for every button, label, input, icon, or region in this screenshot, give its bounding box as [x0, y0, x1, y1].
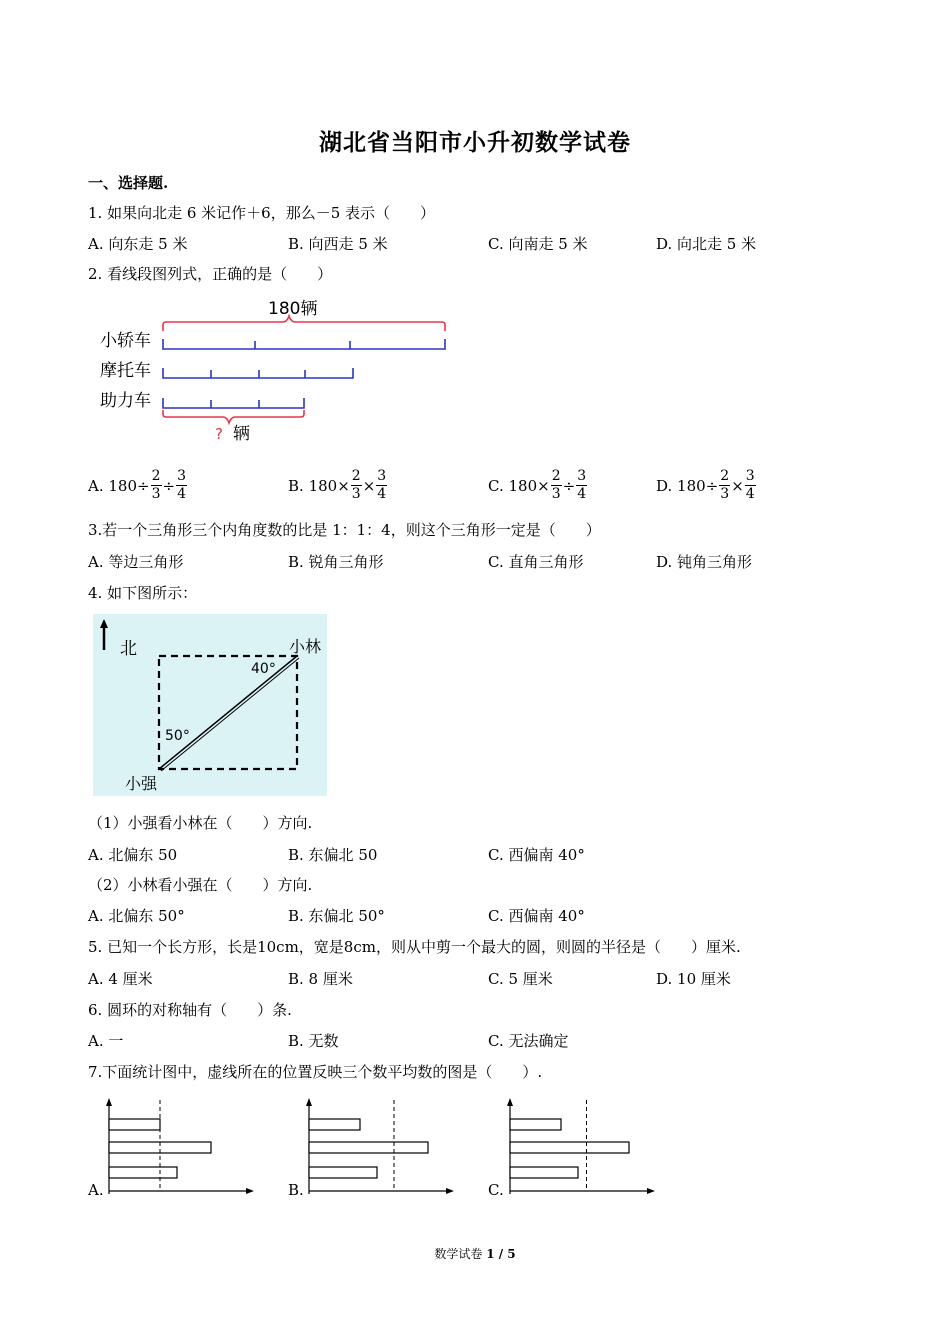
- row-label-motorcycle: 摩托车: [100, 361, 151, 381]
- q5-option-c: C. 5 厘米: [488, 970, 553, 988]
- question-3-stem: 3.若一个三角形三个内角度数的比是 1：1：4，则这个三角形一定是（ ）: [88, 521, 601, 539]
- question-unit: 辆: [233, 424, 250, 444]
- row-label-car: 小轿车: [100, 331, 151, 351]
- q7-chart-c: [501, 1096, 661, 1200]
- question-2-stem: 2. 看线段图列式，正确的是（ ）: [88, 265, 333, 283]
- motorcycle-segment: [163, 368, 353, 378]
- x-axis-arrow: [246, 1188, 254, 1194]
- question-5-stem: 5. 已知一个长方形，长是10cm，宽是8cm，则从中剪一个最大的圆，则圆的半径是（ ）厘米.: [88, 938, 741, 956]
- q4-sub1-option-b: B. 东偏北 50: [288, 846, 378, 864]
- q4-sub2-option-a: A. 北偏东 50°: [88, 907, 185, 925]
- question-4-stem: 4. 如下图所示：: [88, 584, 198, 602]
- row-label-moped: 助力车: [100, 391, 151, 411]
- q6-option-a: A. 一: [88, 1032, 124, 1050]
- x-axis-arrow: [647, 1188, 655, 1194]
- car-segment: [163, 339, 445, 349]
- moped-segment: [163, 398, 304, 408]
- q6-option-c: C. 无法确定: [488, 1032, 569, 1050]
- q6-option-b: B. 无数: [288, 1032, 339, 1050]
- question-brace: [163, 410, 304, 423]
- q7-chart-a-label: A.: [88, 1181, 104, 1199]
- angle-bottom: 50°: [165, 728, 190, 744]
- bar: [309, 1167, 377, 1178]
- q1-option-b: B. 向西走 5 米: [288, 235, 388, 253]
- page-number: 1 / 5: [486, 1247, 516, 1261]
- question-6-stem: 6. 圆环的对称轴有（ ）条.: [88, 1001, 292, 1019]
- q3-option-d: D. 钝角三角形: [656, 553, 753, 571]
- page-footer: [0, 1245, 950, 1262]
- x-axis-arrow: [446, 1188, 454, 1194]
- q2-option-c: C. 180 × $\frac{2}{3}$ ÷ $\frac{3}{4}$: [488, 468, 587, 502]
- q3-option-b: B. 锐角三角形: [288, 553, 384, 571]
- bar: [109, 1119, 160, 1130]
- y-axis-arrow: [306, 1098, 312, 1106]
- q7-chart-b: [300, 1096, 460, 1200]
- q4-sub1-option-c: C. 西偏南 40°: [488, 846, 585, 864]
- q4-sub1-stem: （1）小强看小林在（ ）方向.: [88, 814, 313, 832]
- bar: [109, 1167, 177, 1178]
- segment-diagram: [95, 292, 455, 444]
- q7-chart-b-label: B.: [288, 1181, 304, 1199]
- q4-sub2-option-b: B. 东偏北 50°: [288, 907, 385, 925]
- section-heading: 一、选择题.: [88, 174, 169, 192]
- q2-option-d: D. 180 ÷ $\frac{2}{3}$ × $\frac{3}{4}$: [656, 468, 755, 502]
- bar: [309, 1142, 428, 1153]
- y-axis-arrow: [507, 1098, 513, 1106]
- y-axis-arrow: [106, 1098, 112, 1106]
- xiaolin-label: 小林: [289, 637, 322, 656]
- question-1-stem: 1. 如果向北走 6 米记作＋6，那么－5 表示（ ）: [88, 204, 436, 222]
- q4-sub2-stem: （2）小林看小强在（ ）方向.: [88, 876, 313, 894]
- q5-option-a: A. 4 厘米: [88, 970, 153, 988]
- q5-option-d: D. 10 厘米: [656, 970, 731, 988]
- q2-option-a: A. 180 ÷ $\frac{2}{3}$ ÷ $\frac{3}{4}$: [88, 468, 187, 502]
- q3-option-a: A. 等边三角形: [88, 553, 184, 571]
- q7-chart-c-label: C.: [488, 1181, 504, 1199]
- page-title: 湖北省当阳市小升初数学试卷: [319, 129, 631, 156]
- question-mark: ?: [215, 425, 223, 443]
- q1-option-c: C. 向南走 5 米: [488, 235, 588, 253]
- bar: [510, 1119, 561, 1130]
- footer-prefix: 数学试卷: [434, 1247, 483, 1261]
- question-7-stem: 7.下面统计图中，虚线所在的位置反映三个数平均数的图是（ ）.: [88, 1063, 543, 1081]
- angle-top: 40°: [251, 661, 276, 677]
- q4-sub1-option-a: A. 北偏东 50: [88, 846, 178, 864]
- bar: [510, 1142, 629, 1153]
- q1-option-a: A. 向东走 5 米: [88, 235, 188, 253]
- q4-sub2-option-c: C. 西偏南 40°: [488, 907, 585, 925]
- north-label: 北: [120, 639, 137, 659]
- q2-option-b: B. 180 × $\frac{2}{3}$ × $\frac{3}{4}$: [288, 468, 387, 502]
- q1-option-d: D. 向北走 5 米: [656, 235, 757, 253]
- bar: [510, 1167, 578, 1178]
- q3-option-c: C. 直角三角形: [488, 553, 584, 571]
- q5-option-b: B. 8 厘米: [288, 970, 353, 988]
- bar: [309, 1119, 360, 1130]
- total-label: 180辆: [268, 299, 318, 319]
- xiaoqiang-label: 小强: [125, 774, 158, 793]
- q7-chart-a: [100, 1096, 260, 1200]
- direction-figure: [93, 614, 327, 796]
